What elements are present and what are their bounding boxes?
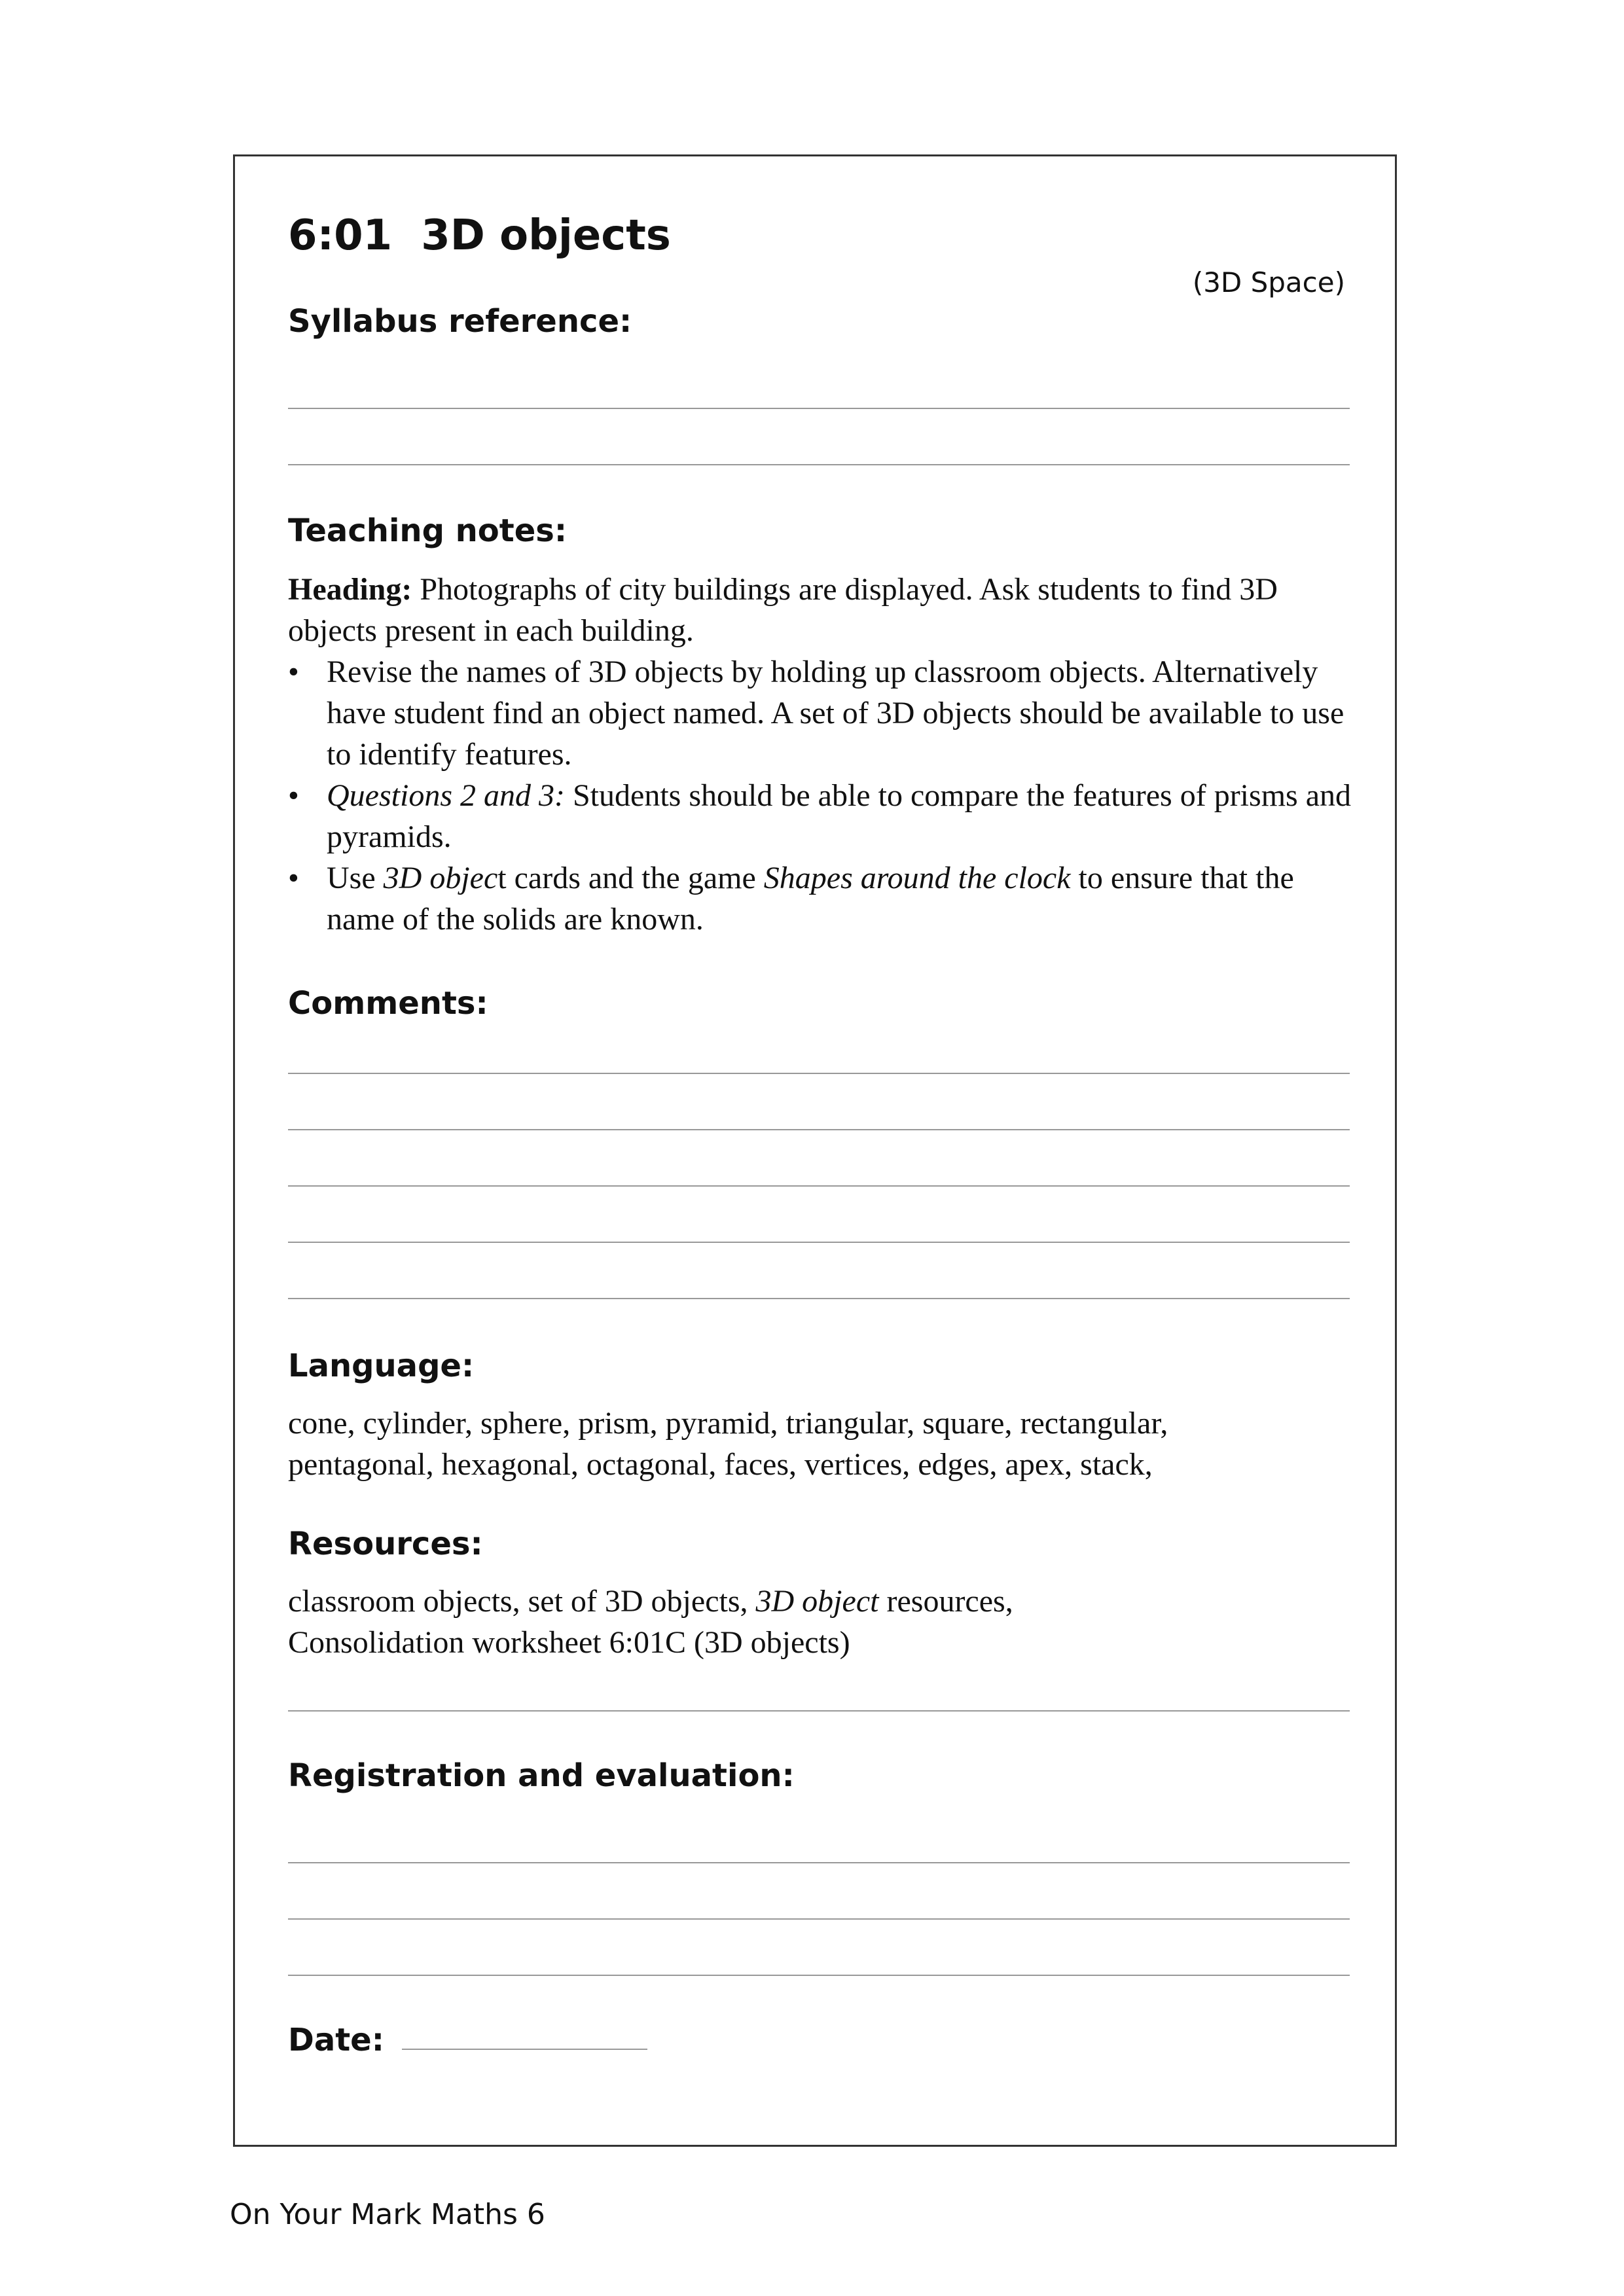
comments-line-3 [288, 1185, 1350, 1187]
registration-line-3 [288, 1975, 1350, 1976]
teaching-bullet-3 [288, 857, 1362, 940]
comments-line-5 [288, 1298, 1350, 1299]
bullet-2-italic: Questions 2 and 3: [327, 778, 565, 813]
syllabus-line-1 [288, 408, 1350, 409]
comments-line-2 [288, 1129, 1350, 1130]
teaching-notes-body [288, 569, 1362, 940]
bullet-3-text-b: t cards and the game [497, 861, 764, 895]
resources-body [288, 1581, 1362, 1663]
teaching-bullet-2 [288, 775, 1362, 857]
language-heading: Language: [288, 1348, 475, 1384]
page-frame [233, 154, 1397, 2147]
language-body [288, 1403, 1362, 1485]
bullet-3-text-c: to ensure that the name of the solids are known. [327, 861, 1294, 937]
comments-line-1 [288, 1073, 1350, 1074]
registration-heading: Registration and evaluation: [288, 1757, 795, 1794]
teaching-bullet-1 [288, 651, 1362, 775]
title-text: 3D objects [421, 211, 671, 260]
bullet-1-text: Revise the names of 3D objects by holding up classroom objects. Alternatively have student find an object named. A set of 3D objects should be available to use to identify features. [327, 655, 1344, 772]
resources-text-b: resources, [878, 1584, 1013, 1619]
comments-line-4 [288, 1242, 1350, 1243]
resources-line [288, 1710, 1350, 1712]
date-line [402, 2049, 647, 2050]
bullet-marker: • [288, 861, 299, 895]
page-title [288, 211, 671, 260]
registration-line-1 [288, 1862, 1350, 1863]
syllabus-line-2 [288, 464, 1350, 465]
language-line-2: pentagonal, hexagonal, octagonal, faces, vertices, edges, apex, stack, [288, 1447, 1153, 1482]
title-number: 6:01 [288, 211, 393, 260]
page-footer: On Your Mark Maths 6 [230, 2198, 545, 2231]
category-tag: (3D Space) [1192, 266, 1345, 298]
date-label: Date: [288, 2022, 384, 2058]
bullet-3-text-a: Use [327, 861, 384, 895]
resources-text-a: classroom objects, set of 3D objects, [288, 1584, 756, 1619]
registration-line-2 [288, 1918, 1350, 1920]
syllabus-heading: Syllabus reference: [288, 303, 632, 340]
teaching-notes-heading: Teaching notes: [288, 512, 568, 549]
intro-label: Heading: [288, 572, 412, 607]
bullet-3-italic-2: Shapes around the clock [763, 861, 1071, 895]
teaching-bullets [288, 651, 1362, 940]
bullet-3-italic-1: 3D objec [383, 861, 498, 895]
comments-heading: Comments: [288, 985, 488, 1022]
intro-text: Photographs of city buildings are displayed. Ask students to find 3D objects present in each building. [288, 572, 1278, 648]
bullet-marker: • [288, 655, 299, 689]
resources-line-2: Consolidation worksheet 6:01C (3D objects) [288, 1625, 850, 1660]
resources-heading: Resources: [288, 1526, 483, 1562]
language-line-1: cone, cylinder, sphere, prism, pyramid, triangular, square, rectangular, [288, 1406, 1168, 1441]
bullet-marker: • [288, 778, 299, 813]
teaching-intro [288, 569, 1362, 651]
bullet-2-text: Students should be able to compare the features of prisms and pyramids. [327, 778, 1352, 854]
resources-line-1 [288, 1581, 1362, 1622]
resources-italic: 3D object [755, 1584, 879, 1619]
